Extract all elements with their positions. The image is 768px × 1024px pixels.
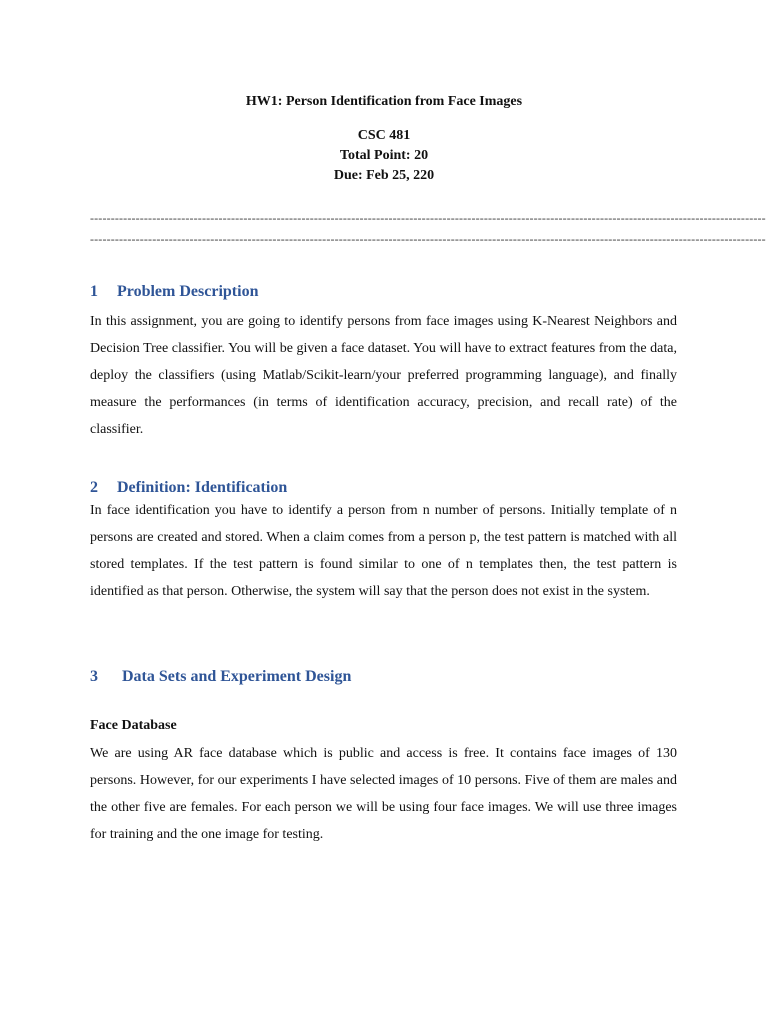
subsection-heading: Face Database	[90, 718, 177, 733]
section-number: 1	[90, 283, 98, 300]
section-title: Data Sets and Experiment Design	[122, 668, 352, 685]
document-title: HW1: Person Identification from Face Images	[245, 94, 523, 109]
due-date: Due: Feb 25, 220	[333, 168, 435, 183]
divider-line: -------------------------------------------------------------------------------------------------------------------------------------------------------------------	[90, 232, 766, 246]
section-number: 2	[90, 479, 98, 496]
section-number: 3	[90, 668, 98, 685]
divider-line: -------------------------------------------------------------------------------------------------------------------------------------------------------------------	[90, 211, 766, 225]
section-heading	[90, 666, 351, 688]
total-point: Total Point: 20	[339, 148, 429, 163]
section-title: Definition: Identification	[117, 479, 288, 496]
section-paragraph: In this assignment, you are going to identify persons from face images using K-Nearest Neighbors and Decision Tree classifier. You will be given a face dataset. You will have to extract features from the data, deploy the classifiers (using Matlab/Scikit-learn/your preferred programming language), and finally measure the performances (in terms of identification accuracy, precision, and recall rate) of the classifier.	[90, 314, 677, 437]
section-title: Problem Description	[117, 283, 259, 300]
section-heading	[90, 477, 287, 499]
section-heading	[90, 281, 258, 303]
course-code: CSC 481	[357, 128, 411, 143]
section-paragraph: We are using AR face database which is public and access is free. It contains face images of 130 persons. However, for our experiments I have selected images of 10 persons. Five of them are males and the other five are females. For each person we will be using four face images. We will use three images for training and the one image for testing.	[90, 746, 677, 842]
section-paragraph: In face identification you have to identify a person from n number of persons. Initially template of n persons are created and stored. When a claim comes from a person p, the test pattern is matched with all stored templates. If the test pattern is found similar to one of n templates then, the test pattern is identified as that person. Otherwise, the system will say that the person does not exist in the system.	[90, 503, 677, 599]
